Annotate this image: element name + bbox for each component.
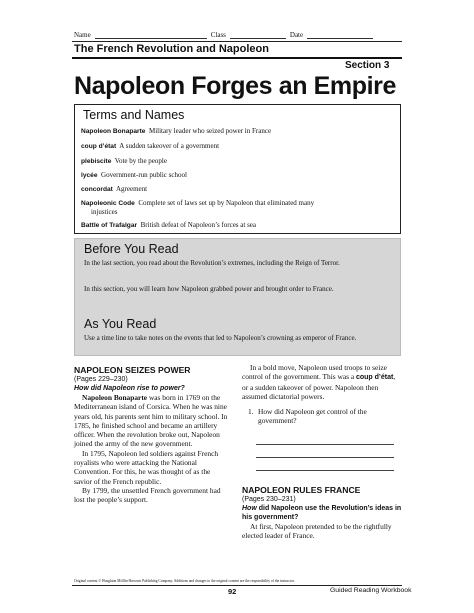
- answer-line[interactable]: [256, 445, 394, 458]
- paragraph: In a bold move, Napoleon used troops to seize control of the government. This was a coup d’état, or a sudden takeover of power. Napoleon then assumed dictatorial powers.: [242, 363, 396, 401]
- pages-ref: (Pages 229–230): [74, 376, 128, 383]
- answer-line[interactable]: [256, 432, 394, 445]
- term-row: concordat Agreement: [81, 185, 148, 193]
- page-title: Napoleon Forges an Empire: [74, 72, 397, 100]
- before-heading: Before You Read: [84, 242, 179, 256]
- left-column: [74, 365, 230, 505]
- paragraph: At first, Napoleon pretended to be the rightfully elected leader of France.: [242, 521, 392, 541]
- focus-question: How did Napoleon rise to power?: [74, 385, 185, 392]
- before-text-2: In this section, you will learn how Napoleon grabbed power and brought order to France.: [84, 285, 334, 293]
- class-field[interactable]: [230, 31, 286, 39]
- name-field[interactable]: [95, 31, 207, 39]
- section-heading: NAPOLEON RULES FRANCE: [242, 484, 361, 495]
- page-number: 92: [228, 587, 237, 596]
- paragraph: Napoleon Bonaparte was born in 1769 on the Mediterranean island of Corsica. When he was nine years old, his parents sent him to military school. In 1785, he finished school and became an artillery officer. When the revolution broke out, Napoleon joined the army of the new government.: [74, 393, 228, 449]
- paragraph: By 1799, the unsettled French government had lost the people’s support.: [74, 485, 221, 505]
- terms-heading: Terms and Names: [83, 108, 185, 122]
- review-question: [248, 407, 402, 426]
- chapter-rule: [72, 57, 402, 59]
- reading-prep-box: [74, 238, 401, 356]
- bottom-rule: [72, 585, 402, 586]
- workbook-title: Guided Reading Workbook: [330, 587, 412, 594]
- name-label: Name: [74, 31, 91, 39]
- section-label: Section 3: [345, 60, 390, 71]
- question-text: How did Napoleon get control of the government?: [258, 407, 367, 426]
- term-row: Napoleon Bonaparte Military leader who seized power in France: [81, 127, 272, 135]
- focus-question: How did Napoleon use the Revolution’s ideas in his government?: [242, 504, 402, 521]
- asread-heading: As You Read: [84, 317, 157, 331]
- top-rule: [72, 41, 402, 42]
- chapter-title: The French Revolution and Napoleon: [74, 43, 269, 55]
- date-label: Date: [289, 31, 304, 39]
- term-row: coup d’état A sudden takeover of a government: [81, 142, 220, 150]
- asread-text: Use a time line to take notes on the events that led to Napoleon’s crowning as emperor of France.: [84, 334, 357, 342]
- copyright-note: Original content © Houghton Mifflin Harcourt Publishing Company. Additions and changes to the original content are the responsibility of the instructor.: [74, 579, 295, 583]
- class-label: Class: [210, 31, 226, 39]
- terms-box: [74, 104, 401, 234]
- term-row: lycée Government-run public school: [81, 171, 187, 179]
- term-row: plebiscite Vote by the people: [81, 157, 167, 165]
- term-row: Battle of Trafalgar British defeat of Napoleon’s forces at sea: [81, 221, 257, 229]
- section-heading: NAPOLEON SEIZES POWER: [74, 365, 191, 375]
- question-number: 1.: [248, 407, 254, 417]
- date-field[interactable]: [307, 31, 373, 39]
- before-text-1: In the last section, you read about the Revolution’s extremes, including the Reign of Terror.: [84, 259, 340, 267]
- answer-line[interactable]: [256, 458, 394, 471]
- student-info-line: [74, 31, 400, 39]
- term-row: Napoleonic Code Complete set of laws set up by Napoleon that eliminated many injustices: [81, 199, 315, 216]
- paragraph: In 1795, Napoleon led soldiers against French royalists who were attacking the National Convention. For this, he was thought of as the savior of the French republic.: [74, 448, 219, 486]
- right-column: [242, 363, 402, 540]
- pages-ref: (Pages 230–231): [242, 495, 296, 503]
